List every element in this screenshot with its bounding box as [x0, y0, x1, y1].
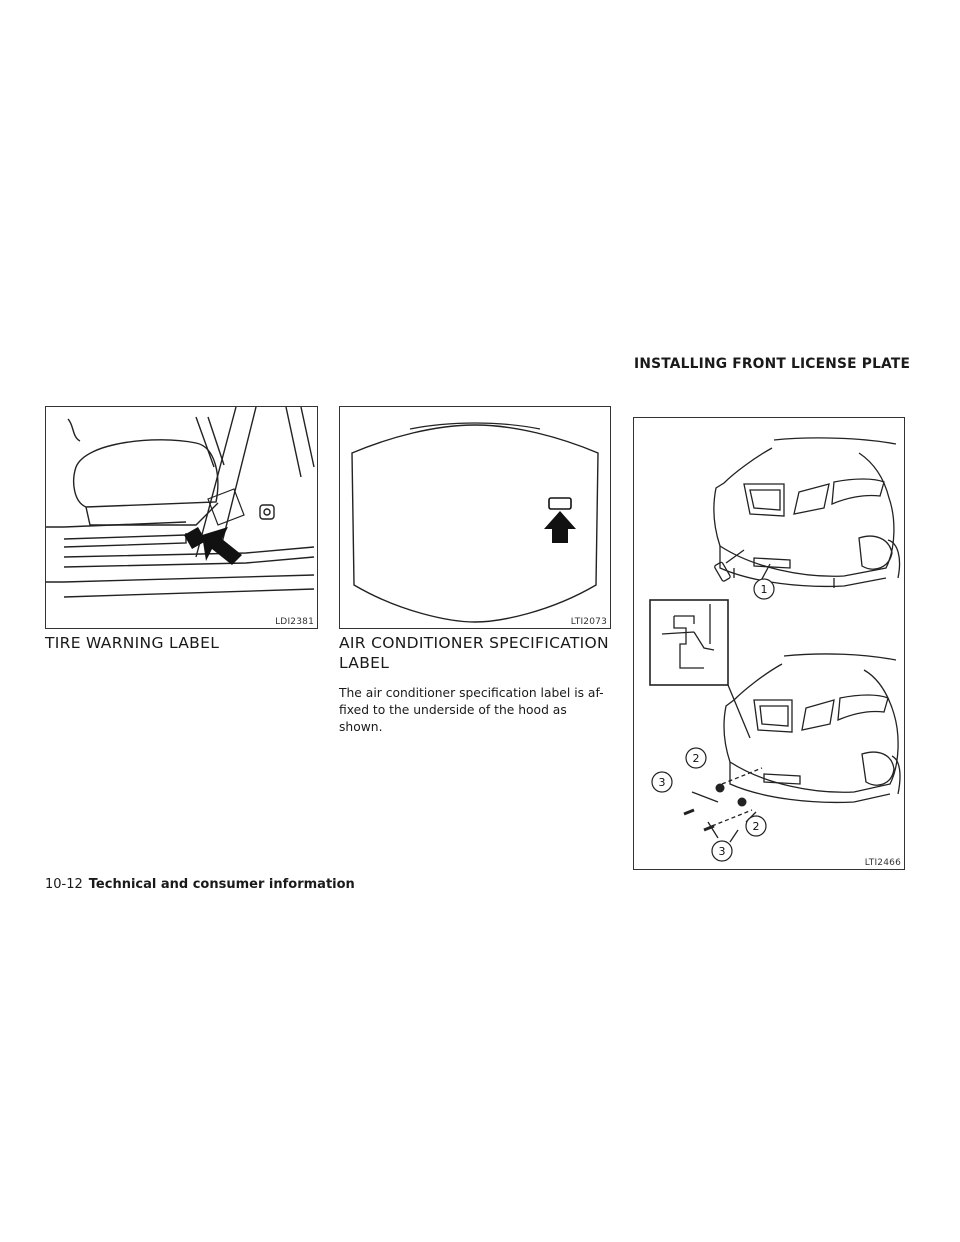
figure-code: LDI2381	[275, 617, 314, 627]
body-line: shown.	[339, 720, 383, 734]
callout-label: 2	[752, 820, 760, 833]
figure-code: LTI2466	[864, 858, 901, 868]
body-line: The air conditioner specification label is af-	[339, 686, 604, 700]
ac-label-heading: AIR CONDITIONER SPECIFICATION	[339, 634, 609, 652]
tire-label-figure	[45, 406, 318, 629]
callout-label: 2	[692, 752, 700, 765]
callout-label: 3	[718, 845, 726, 858]
callout-label: 3	[658, 776, 666, 789]
page-footer	[45, 877, 355, 892]
chapter-title: Technical and consumer information	[88, 877, 355, 892]
ac-label-section	[339, 633, 611, 736]
page-number: 10-12	[45, 877, 83, 892]
tire-label-heading: TIRE WARNING LABEL	[45, 634, 220, 652]
section-title: INSTALLING FRONT LICENSE PLATE	[634, 356, 911, 372]
figure-code: LTI2073	[570, 617, 607, 627]
hood-figure	[339, 406, 611, 629]
hood-illustration	[340, 407, 610, 628]
arrow-icon	[544, 511, 576, 543]
callout-label: 1	[760, 583, 768, 596]
license-plate-illustration	[634, 418, 904, 869]
ac-label-body	[339, 685, 611, 736]
body-line: fixed to the underside of the hood as	[339, 703, 567, 717]
license-plate-figure	[633, 417, 905, 870]
ac-label-heading: LABEL	[339, 654, 390, 672]
door-sill-illustration	[46, 407, 317, 628]
